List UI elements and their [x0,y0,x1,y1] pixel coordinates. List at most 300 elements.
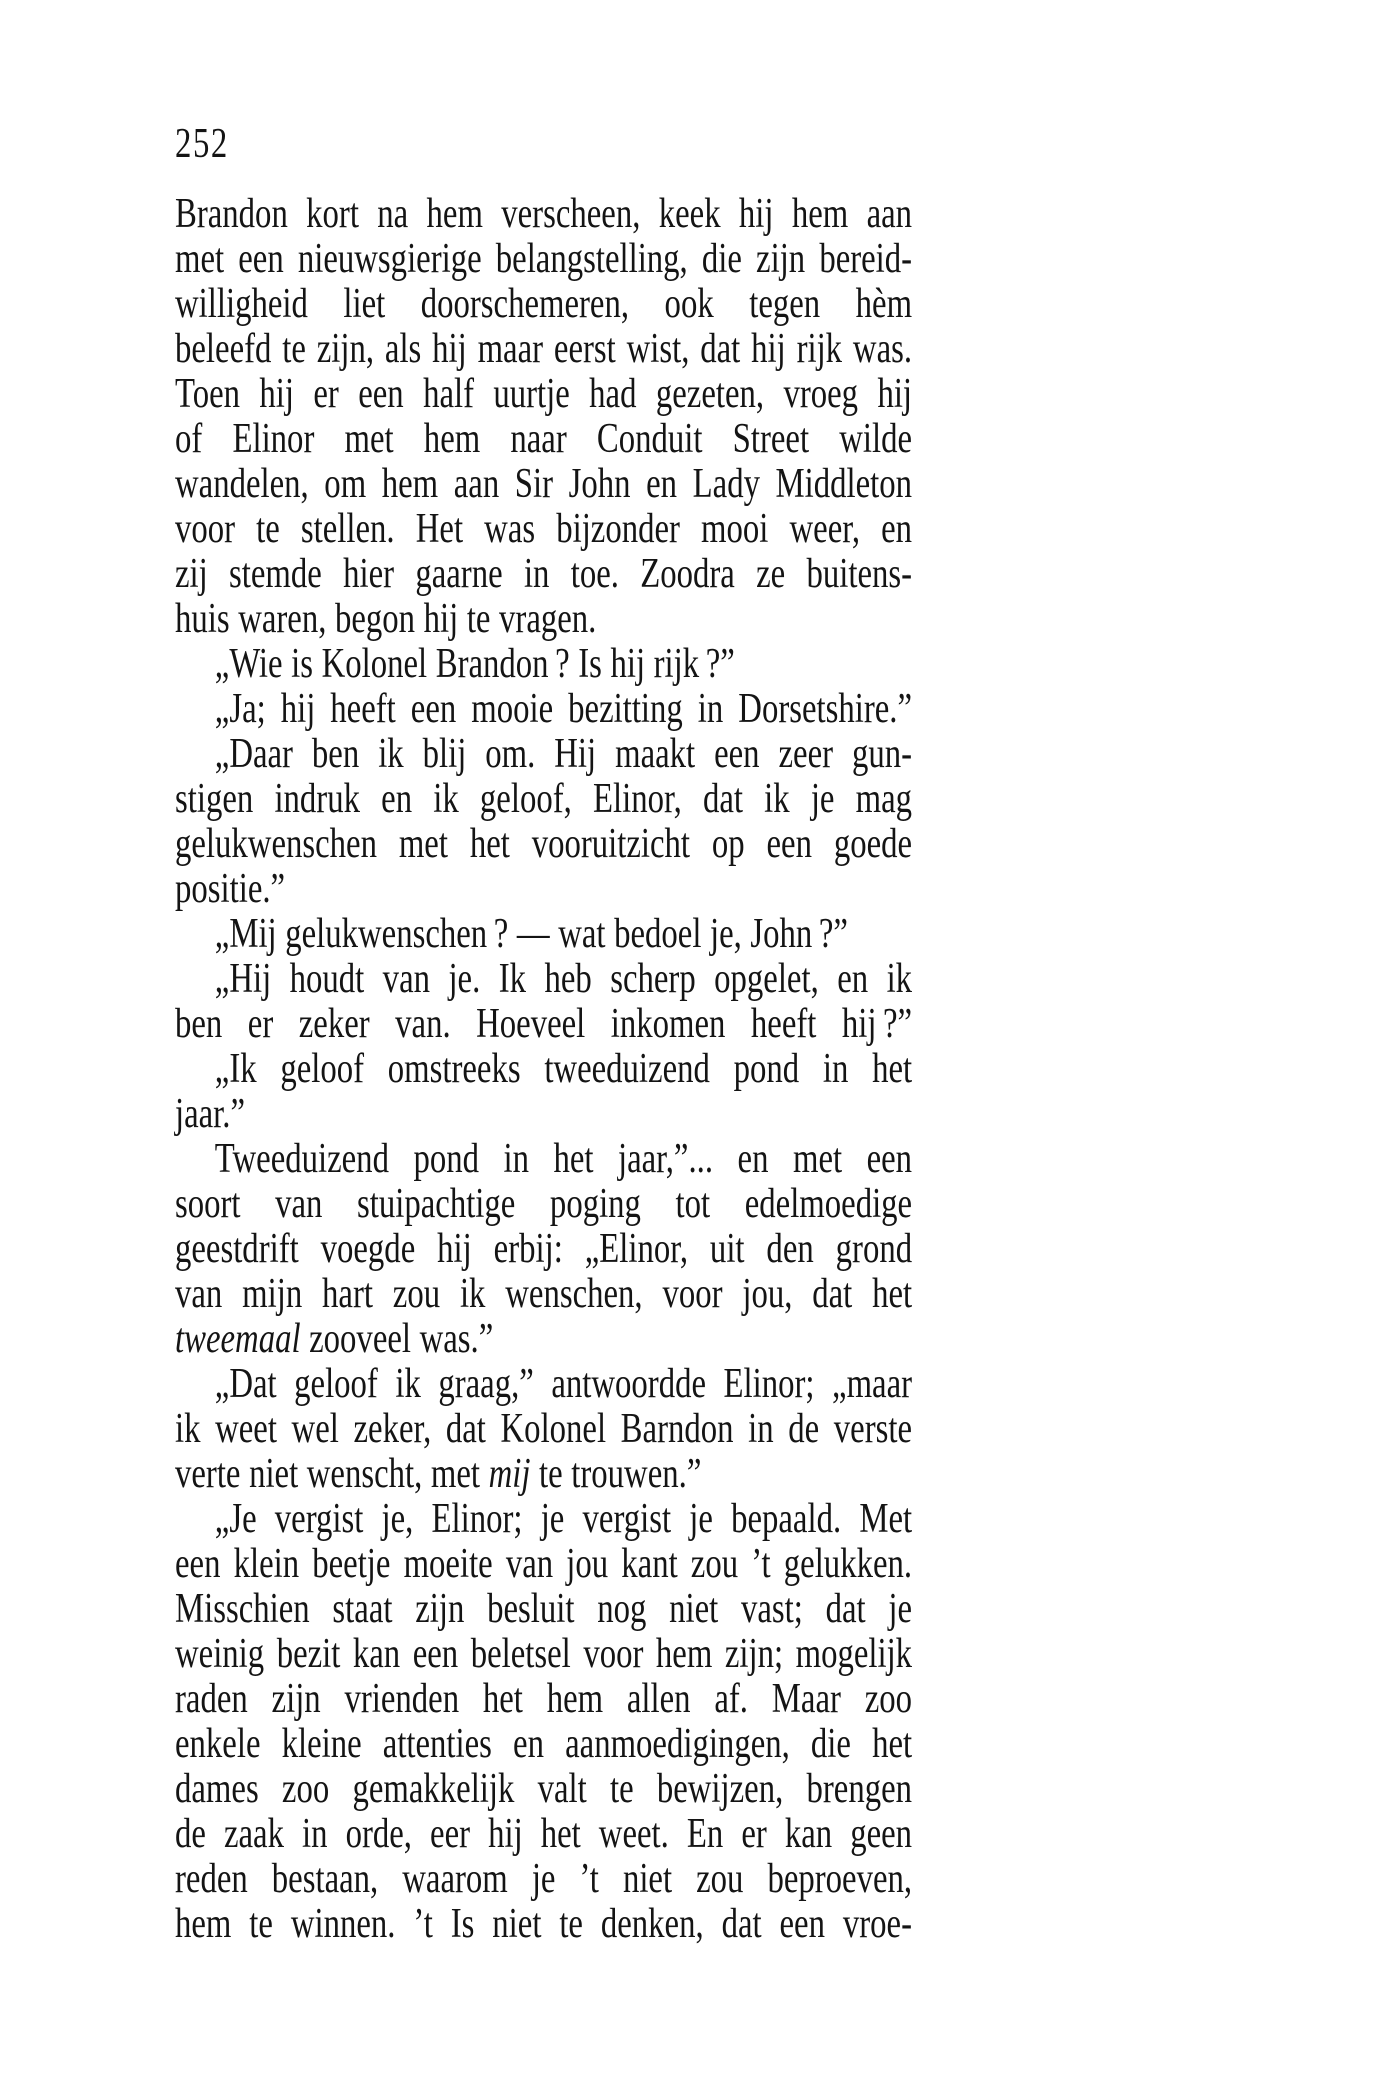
word: pond [413,1136,479,1182]
word: winnen. [290,1901,396,1947]
word: Is [450,1901,475,1947]
word: je [810,776,835,822]
word: doorschemeren, [420,281,630,327]
word: ’t [579,1856,599,1902]
word: jou, [742,1271,793,1317]
text-line [175,1452,912,1497]
text-line [175,822,912,867]
word: hij [423,596,459,642]
word: Kolonel [321,641,428,687]
text-line [175,237,912,282]
word: beetje [312,1541,391,1587]
word: maakt [615,731,696,777]
word: Dorsetshire.” [738,686,913,732]
text-block [175,192,912,1947]
word: na [377,191,409,237]
word: het [872,1271,913,1317]
word: Misschien [175,1586,310,1632]
text-line [175,1092,912,1137]
word: dames [175,1766,259,1812]
word: mogelijk [795,1631,913,1677]
text-line [175,687,912,732]
text-line [175,1632,912,1677]
word: denken, [600,1901,704,1947]
word: af. [714,1676,748,1722]
word: hij [610,641,646,687]
word: heb [544,956,592,1002]
word: „Wie [214,641,283,687]
word: positie.” [175,866,286,912]
word: raden [175,1676,248,1722]
word: hem [423,416,481,462]
word: stellen. [300,506,395,552]
word: voor [583,1631,644,1677]
text-line [175,282,912,327]
word: „Hij [214,956,272,1002]
word: een [412,1631,459,1677]
word: het [540,1811,581,1857]
word: weet. [598,1811,669,1857]
word: Conduit [596,416,703,462]
word: eer [430,1811,471,1857]
word: valt [537,1766,587,1812]
text-line [175,192,912,237]
word: gelukwenschen ? [285,911,509,957]
word: maar [477,326,544,372]
word: wist, [626,326,690,372]
text-line [175,1002,912,1047]
word: bijzonder [556,506,680,552]
word: ik [459,1271,486,1317]
word: inkomen [610,1001,726,1047]
word: goede [833,821,913,867]
word: opgelet, [714,956,819,1002]
word: gemakkelijk [352,1766,515,1812]
word: dat [702,776,743,822]
word: John ?” [750,911,848,957]
word: allen [626,1676,691,1722]
word: Elinor; [723,1361,815,1407]
word: te [256,506,280,552]
word: een [358,371,404,417]
word: en [381,776,413,822]
word: tweeduizend [544,1046,710,1092]
word: zaak [223,1811,284,1857]
word: half [423,371,474,417]
word: Elinor, [592,776,682,822]
text-line [175,777,912,822]
text-line [175,1272,912,1317]
word: het [872,1721,913,1767]
word: stuipachtige [357,1181,516,1227]
word: indruk [274,776,360,822]
word: ben [175,1001,223,1047]
word: ik [433,776,459,822]
text-line [175,1812,912,1857]
word: Sir [514,461,554,507]
word: te [282,326,306,372]
word: ik [886,956,913,1002]
word: de [175,1811,206,1857]
word: Street [732,416,810,462]
word: jou [566,1541,609,1587]
word: uurtje [493,371,570,417]
word: Middleton [775,461,913,507]
text-line [175,597,912,642]
word: liet [343,281,386,327]
word: begon [334,596,416,642]
word: was. [852,326,913,372]
word: trouwen.” [571,1451,702,1497]
word: edelmoedige [744,1181,913,1227]
word: jaar,”... [617,1136,714,1182]
word: hij [259,371,294,417]
word: kan [784,1811,833,1857]
word: in [302,1811,328,1857]
word: „Dat [214,1361,277,1407]
text-line [175,1677,912,1722]
word: met [792,1136,843,1182]
word: zou [696,1856,744,1902]
word: te [466,596,491,642]
word: je [888,1586,913,1632]
word: wenschen, [505,1271,643,1317]
word: enkele [175,1721,261,1767]
word: het [482,1676,523,1722]
word: waren, [238,596,327,642]
word: ze [756,551,786,597]
text-line [175,1767,912,1812]
text-line [175,1407,912,1452]
word: van [175,1271,223,1317]
word: moeite [403,1541,493,1587]
word: met [344,416,394,462]
word: bezit [276,1631,341,1677]
word: staat [332,1586,393,1632]
word: te [609,1766,634,1812]
word: — [516,911,550,957]
word: met [398,821,448,867]
word: vrienden [344,1676,460,1722]
word: reden [175,1856,248,1902]
word: Ik [498,956,527,1002]
word: zijn; [724,1631,784,1677]
word: jaar.” [175,1091,246,1137]
word: tegen [749,281,821,327]
word: attenties [382,1721,492,1767]
word: mag [855,776,913,822]
word: „maar [832,1361,913,1407]
text-line [175,1587,912,1632]
text-line [175,1317,912,1362]
word: had [589,371,637,417]
word: in [822,1046,849,1092]
word: is [291,641,314,687]
word: omstreeks [387,1046,521,1092]
word: bedoel [614,911,702,957]
text-line [175,732,912,777]
word: geloof, [479,776,572,822]
word: op [711,821,745,867]
word: toe. [570,551,619,597]
word: het [872,1046,913,1092]
text-line [175,1857,912,1902]
word: kant [621,1541,678,1587]
word: belangstelling, [495,236,688,282]
word: graag,” [438,1361,534,1407]
word: geloof [294,1361,378,1407]
word: nieuwsgierige [297,236,482,282]
word: je [689,1496,713,1542]
word: een [238,236,284,282]
word: voor [662,1271,723,1317]
word: en [646,461,678,507]
word: zooveel [309,1316,411,1362]
word: waarom [402,1856,508,1902]
word: weet [215,1406,277,1452]
word: wat [558,911,606,957]
word: niet [249,1451,299,1497]
word: heeft [330,686,396,732]
word: Het [415,506,464,552]
word: hij [437,1226,472,1272]
word: zijn, [316,326,375,372]
word: soort [175,1181,241,1227]
word: ’t [751,1541,771,1587]
word: buitens- [806,551,913,597]
word: beletsel [470,1631,571,1677]
word: beproeven, [767,1856,913,1902]
word: Maar [771,1676,841,1722]
word: John [568,461,631,507]
text-line [175,642,912,687]
word: hij [280,686,316,732]
text-line [175,507,912,552]
word: poging [549,1181,641,1227]
word: ’t [413,1901,433,1947]
word: aan [866,191,913,237]
word: huis [175,596,230,642]
word: aanmoedigingen, [565,1721,790,1767]
word: hem [381,461,439,507]
word: vast; [740,1586,803,1632]
word: hij [751,326,786,372]
word: den [766,1226,814,1272]
word: Barndon [620,1406,734,1452]
word: in [503,1136,529,1182]
word: wenscht, [306,1451,423,1497]
word: zeer [778,731,834,777]
word: geestdrift [175,1226,299,1272]
word: klein [233,1541,300,1587]
word: bestaan, [271,1856,379,1902]
word: hem [175,1901,232,1947]
word: en [881,506,913,552]
text-line [175,462,912,507]
word: voor [175,506,236,552]
word: vroe- [842,1901,913,1947]
word: hem [546,1676,604,1722]
word: keek [658,191,721,237]
word: dat [445,1406,486,1452]
word: niet [669,1586,719,1632]
word: je. [448,956,481,1002]
text-line [175,552,912,597]
word: het [469,821,510,867]
word: wilde [839,416,913,462]
word: hem [655,1631,713,1677]
word: rijk [796,326,843,372]
word: als [384,326,422,372]
word: pond [733,1046,800,1092]
text-line [175,1722,912,1767]
word: Kolonel [500,1406,607,1452]
word: vroeg [783,371,859,417]
word: ik [395,1361,421,1407]
word: „Ja; [214,686,266,732]
word: rijk ?” [653,641,735,687]
word: hem [791,191,849,237]
word: mij [488,1451,531,1497]
word: dat [721,1901,762,1947]
text-line [175,1047,912,1092]
word: wel [291,1406,339,1452]
word: je, [381,1496,414,1542]
word: van [505,1541,554,1587]
word: een [779,1901,825,1947]
word: gun- [852,731,913,777]
word: Lady [692,461,760,507]
word: het [553,1136,594,1182]
word: verte [175,1451,241,1497]
word: hart [322,1271,373,1317]
word: geloof [280,1046,365,1092]
word: van [275,1181,323,1227]
word: voegde [320,1226,416,1272]
word: bewijzen, [656,1766,784,1812]
word: die [810,1721,851,1767]
text-line [175,1182,912,1227]
word: „Ik [214,1046,257,1092]
text-line [175,1362,912,1407]
word: een [866,1136,913,1182]
word: houdt [289,956,365,1002]
word: zeker, [353,1406,432,1452]
word: dat [825,1586,866,1632]
word: niet [622,1856,673,1902]
word: in [523,551,550,597]
text-line [175,867,912,912]
word: stigen [175,776,254,822]
word: je, [710,911,742,957]
word: Toen [175,371,241,417]
word: om. [485,731,536,777]
word: gelukwenschen [175,821,377,867]
word: wandelen, [175,461,309,507]
word: mooie [471,686,554,732]
word: verscheen, [501,191,641,237]
word: besluit [487,1586,575,1632]
word: kleine [281,1721,362,1767]
word: een [175,1541,221,1587]
word: bereid- [819,236,913,282]
text-line [175,1227,912,1272]
word: een [714,731,760,777]
word: zou [392,1271,441,1317]
word: Hoeveel [476,1001,586,1047]
text-column [175,122,912,1947]
word: niet [492,1901,542,1947]
word: gezeten, [655,371,765,417]
word: Hij [554,731,597,777]
word: „Mij [214,911,277,957]
word: je [540,1496,565,1542]
word: hij [488,1811,523,1857]
word: dat [700,326,741,372]
word: in [697,686,724,732]
word: Zoodra [640,551,735,597]
page-number: 252 [175,121,229,167]
text-line [175,957,912,1002]
word: hier [343,551,395,597]
word: En [686,1811,724,1857]
text-line [175,912,912,957]
word: zijn [415,1586,465,1632]
word: die [701,236,742,282]
word: vergist [582,1496,672,1542]
word: of [175,416,203,462]
word: beleefd [175,326,272,372]
word: hij [738,191,774,237]
word: „Daar [214,731,293,777]
word: ik [378,731,404,777]
word: stemde [229,551,322,597]
word: Brandon ? [435,641,570,687]
word: hij [432,326,467,372]
word: erbij: [493,1226,563,1272]
word: Brandon [175,191,288,237]
word: van. [395,1001,451,1047]
word: weer, [789,506,861,552]
word: verste [833,1406,913,1452]
word: tweemaal [175,1316,301,1362]
word: dat [812,1271,853,1317]
word: en [837,956,869,1002]
word: een [766,821,812,867]
word: bepaald. [731,1496,842,1542]
word: een [410,686,457,732]
word: te [249,1901,273,1947]
word: met [430,1451,481,1497]
word: zoo [281,1766,330,1812]
word: aan [453,461,500,507]
word: scherp [610,956,696,1002]
word: te [559,1901,583,1947]
word: in [748,1406,774,1452]
word: „Je [214,1496,257,1542]
word: was [484,506,536,552]
word: te [539,1451,563,1497]
word: kort [306,191,359,237]
word: antwoordde [551,1361,707,1407]
word: hèm [855,281,913,327]
word: en [737,1136,769,1182]
word: eerst [553,326,616,372]
text-line [175,372,912,417]
word: en [513,1721,544,1767]
word: ben [311,731,360,777]
text-line [175,1542,912,1587]
